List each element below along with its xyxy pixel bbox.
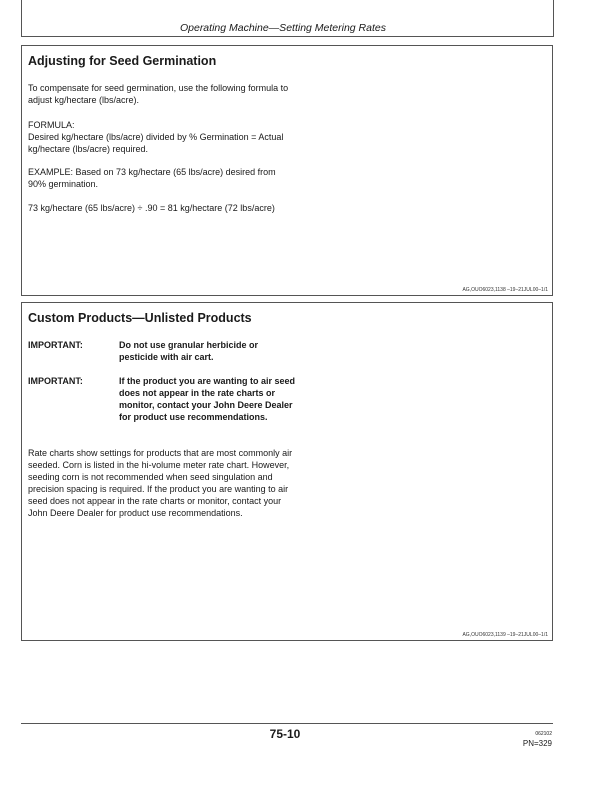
body-paragraph: Rate charts show settings for products that are most commonly air seeded. Corn is listed in the hi-volume meter rate chart. However, seeding corn is not recommended when seed singulation and precision spacing is required. If the product you are wanting to air seed does not appear in the rate charts or monitor, contact your John Deere Dealer for product use recommendations.	[28, 448, 293, 518]
reference-code: AG,OUO6023,1138 –19–21JUL00–1/1	[462, 287, 548, 293]
header-bottom-rule	[21, 36, 554, 37]
example-paragraph: EXAMPLE: Based on 73 kg/hectare (65 lbs/acre) desired from 90% germination.	[28, 167, 276, 189]
section-title: Adjusting for Seed Germination	[28, 54, 217, 68]
important-label: IMPORTANT:	[28, 340, 83, 350]
important-text: Do not use granular herbicide or pesticide with air cart.	[119, 340, 259, 362]
reference-code: AG,OUO6023,1139 –19–21JUL00–1/1	[462, 632, 548, 638]
running-header: Operating Machine—Setting Metering Rates	[179, 22, 386, 34]
section-custom-products	[21, 302, 553, 641]
section-seed-germination	[21, 45, 553, 296]
formula-label: FORMULA:	[28, 120, 75, 130]
intro-paragraph: To compensate for seed germination, use the following formula to adjust kg/hectare (lbs/acre).	[28, 83, 289, 105]
section-title: Custom Products—Unlisted Products	[28, 311, 252, 325]
important-text: If the product you are wanting to air seed does not appear in the rate charts or monitor, contact your John Deere Dealer for product use recommendations.	[119, 376, 296, 422]
calculation-paragraph: 73 kg/hectare (65 lbs/acre) ÷ .90 = 81 kg/hectare (72 lbs/acre)	[28, 203, 275, 213]
page-number: 75-10	[269, 727, 301, 741]
important-label: IMPORTANT:	[28, 376, 83, 386]
date-code: 062102	[535, 731, 552, 737]
formula-text: Desired kg/hectare (lbs/acre) divided by % Germination = Actual kg/hectare (lbs/acre) required.	[28, 132, 284, 154]
pn-code: PN=329	[522, 739, 552, 748]
footer-rule	[21, 723, 553, 724]
